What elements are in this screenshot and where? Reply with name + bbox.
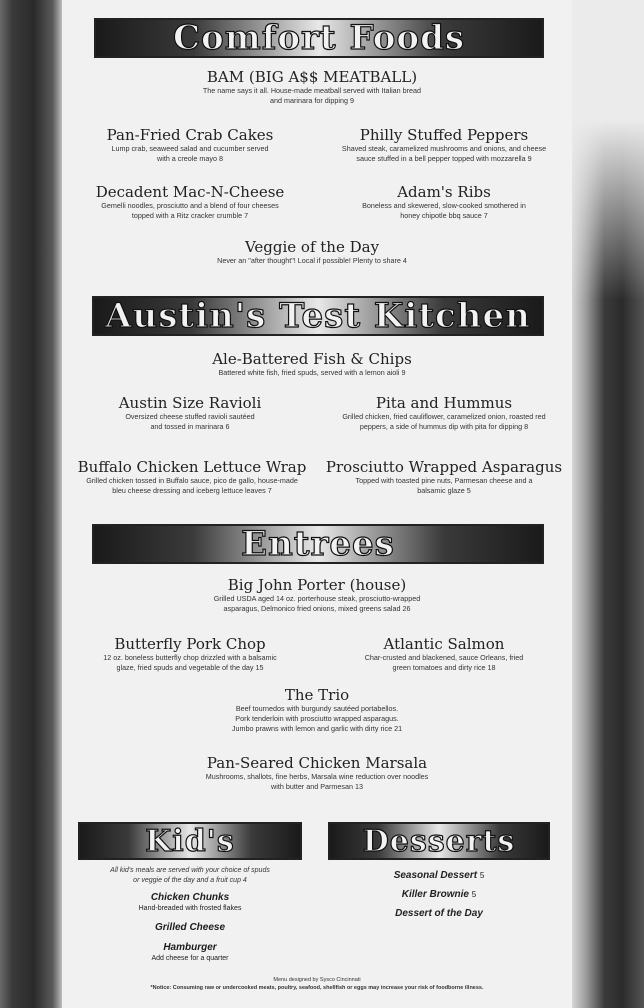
- item-name: Ale-Battered Fish & Chips: [212, 350, 412, 368]
- item-desc: sauce stuffed in a bell pepper topped with mozzarella 9: [356, 154, 532, 163]
- comfort-foods-banner: [94, 18, 544, 58]
- menu-item-trio: [162, 686, 472, 734]
- item-desc: Beef tournedos with burgundy sautéed portabellos.: [235, 704, 399, 713]
- item-desc: Gemelli noodles, prosciutto and a blend of four cheeses: [101, 201, 279, 210]
- dessert-of-the-day: [328, 908, 550, 919]
- item-desc: Hand-breaded with frosted flakes: [138, 905, 242, 912]
- menu-item-salmon: [324, 635, 564, 673]
- menu-item-pita-hummus: [324, 394, 564, 432]
- item-desc: honey chipotle bbq sauce 7: [400, 211, 488, 220]
- item-name: The Trio: [284, 686, 350, 704]
- item-desc: The name says it all. House-made meatball served with Italian bread: [202, 86, 422, 95]
- menu-item-ribs: [324, 183, 564, 221]
- item-name: Hamburger: [163, 942, 217, 953]
- test-kitchen-title: Austin's Test Kitchen: [105, 296, 531, 336]
- item-desc: Mushrooms, shallots, fine herbs, Marsala wine reduction over noodles: [205, 772, 429, 781]
- item-desc: Shaved steak, caramelized mushrooms and onions, and cheese: [341, 144, 547, 153]
- item-desc: and marinara for dipping 9: [270, 96, 354, 105]
- test-kitchen-banner: [92, 296, 544, 336]
- item-desc: green tomatoes and dirty rice 18: [392, 663, 496, 672]
- item-desc: with butter and Parmesan 13: [271, 782, 363, 791]
- item-desc: Grilled USDA aged 14 oz. porterhouse steak, prosciutto-wrapped: [213, 594, 421, 603]
- dessert-price: 5: [479, 871, 485, 880]
- dessert-name: Dessert of the Day: [395, 908, 483, 919]
- menu-sheet: [62, 0, 572, 1008]
- item-desc: Grilled chicken tossed in Buffalo sauce, pico de gallo, house-made: [86, 476, 298, 485]
- item-desc: Battered white fish, fried spuds, served with a lemon aioli 9: [218, 368, 406, 377]
- menu-item-marsala: [142, 754, 492, 792]
- item-desc: Add cheese for a quarter: [151, 955, 229, 962]
- comfort-foods-title: Comfort Foods: [172, 18, 466, 58]
- entrees-title: Entrees: [241, 524, 395, 564]
- item-name: BAM (BIG A$$ MEATBALL): [206, 68, 418, 86]
- dessert-name: Killer Brownie: [401, 889, 469, 900]
- menu-item-pork-chop: [80, 635, 300, 673]
- item-desc: and tossed in marinara 6: [150, 422, 230, 431]
- item-name: Grilled Cheese: [154, 922, 226, 933]
- item-desc: Char-crusted and blackened, sauce Orleans, fried: [364, 653, 524, 662]
- item-desc: Grilled chicken, fried cauliflower, caramelized onion, roasted red: [342, 412, 546, 421]
- item-name: Chicken Chunks: [150, 892, 230, 903]
- item-name: Butterfly Pork Chop: [114, 635, 266, 653]
- kids-note: [80, 866, 300, 886]
- dessert-brownie: [328, 889, 550, 900]
- item-name: Atlantic Salmon: [383, 635, 505, 653]
- item-desc: Lump crab, seaweed salad and cucumber served: [111, 144, 269, 153]
- menu-item-fish-chips: [162, 350, 462, 378]
- item-desc: topped with a Ritz cracker crumble 7: [131, 211, 249, 220]
- menu-footer: [72, 976, 562, 992]
- item-desc: with a creole mayo 8: [157, 154, 223, 163]
- kids-item-chicken-chunks: [80, 892, 300, 913]
- item-name: Austin Size Ravioli: [118, 394, 262, 412]
- item-desc: Jumbo prawns with lemon and garlic with dirty rice 21: [231, 724, 403, 733]
- dessert-name: Seasonal Dessert: [393, 870, 478, 881]
- menu-item-crab-cakes: [80, 126, 300, 164]
- item-name: Big John Porter (house): [227, 576, 407, 594]
- menu-item-asparagus: [324, 458, 564, 496]
- right-page-shadow: [572, 0, 644, 1008]
- kids-note-line: or veggie of the day and a fruit cup 4: [133, 877, 247, 884]
- item-name: Veggie of the Day: [244, 238, 380, 256]
- desserts-title: Desserts: [362, 823, 516, 859]
- item-desc: Oversized cheese stuffed ravioli sautéed: [125, 412, 255, 421]
- item-desc: Never an "after thought"! Local if possible! Plenty to share 4: [217, 256, 407, 265]
- item-desc: Pork tenderloin with prosciutto wrapped asparagus.: [235, 714, 399, 723]
- item-desc: peppers, a side of hummus dip with pita for dipping 8: [359, 422, 529, 431]
- menu-item-lettuce-wrap: [72, 458, 312, 496]
- item-desc: asparagus, Delmonico fried onions, mixed greens salad 26: [223, 604, 411, 613]
- item-desc: 12 oz. boneless butterfly chop drizzled with a balsamic: [103, 653, 277, 662]
- dessert-seasonal: [328, 870, 550, 881]
- dessert-price: 5: [471, 890, 477, 899]
- item-name: Buffalo Chicken Lettuce Wrap: [77, 458, 307, 476]
- kids-note-line: All kid's meals are served with your choice of spuds: [110, 867, 270, 874]
- left-page-shadow: [0, 0, 62, 1008]
- menu-item-porter: [152, 576, 482, 614]
- menu-item-ravioli: [80, 394, 300, 432]
- entrees-banner: [92, 524, 544, 564]
- kids-item-hamburger: [80, 942, 300, 963]
- item-name: Philly Stuffed Peppers: [359, 126, 529, 144]
- menu-item-veggie: [162, 238, 462, 266]
- item-name: Adam's Ribs: [397, 183, 491, 201]
- menu-item-bam: [142, 68, 482, 106]
- item-name: Prosciutto Wrapped Asparagus: [325, 458, 563, 476]
- item-desc: bleu cheese dressing and iceberg lettuce leaves 7: [112, 486, 272, 495]
- desserts-banner: [328, 822, 550, 860]
- item-name: Pita and Hummus: [375, 394, 513, 412]
- item-name: Decadent Mac-N-Cheese: [95, 183, 285, 201]
- menu-item-stuffed-peppers: [324, 126, 564, 164]
- kids-banner: [78, 822, 302, 860]
- item-desc: balsamic glaze 5: [417, 486, 471, 495]
- item-name: Pan-Fried Crab Cakes: [106, 126, 274, 144]
- footer-notice: *Notice: Consuming raw or undercooked meats, poultry, seafood, shellfish or eggs may increase your risk of foodborne illness.: [150, 985, 484, 991]
- item-name: Pan-Seared Chicken Marsala: [206, 754, 428, 772]
- item-desc: Topped with toasted pine nuts, Parmesan cheese and a: [355, 476, 533, 485]
- item-desc: glaze, fried spuds and vegetable of the day 15: [116, 663, 264, 672]
- kids-title: Kid's: [145, 823, 235, 859]
- item-desc: Boneless and skewered, slow-cooked smothered in: [362, 201, 526, 210]
- menu-item-mac-n-cheese: [80, 183, 300, 221]
- kids-item-grilled-cheese: [80, 922, 300, 934]
- footer-designer: Menu designed by Sysco Cincinnati: [273, 977, 361, 983]
